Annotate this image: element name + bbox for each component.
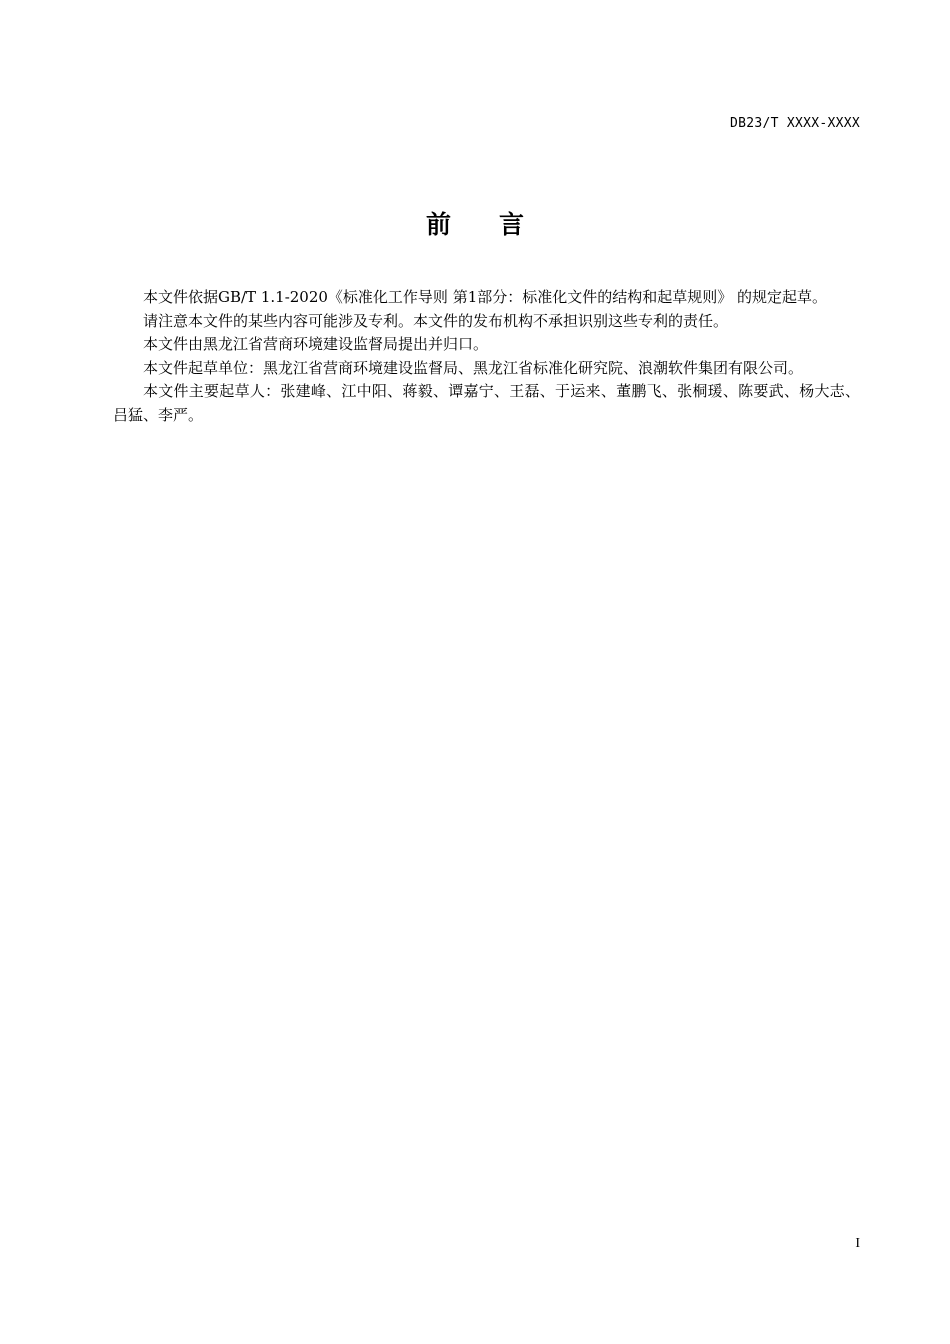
preface-body — [113, 286, 860, 427]
document-code: DB23/T XXXX-XXXX — [729, 116, 860, 131]
paragraph-basis: 本文件依据GB/T 1.1-2020《标准化工作导则 第1部分：标准化文件的结构和起草规则》 的规定起草。 — [143, 288, 828, 306]
paragraph-proposer: 本文件由黑龙江省营商环境建设监督局提出并归口。 — [143, 335, 489, 353]
paragraph-patent-notice: 请注意本文件的某些内容可能涉及专利。本文件的发布机构不承担识别这些专利的责任。 — [143, 311, 729, 330]
paragraph-drafting-units: 本文件起草单位：黑龙江省营商环境建设监督局、黑龙江省标准化研究院、浪潮软件集团有限公司。 — [143, 358, 804, 377]
page-title: 前言 — [425, 210, 572, 239]
page-number: I — [855, 1236, 860, 1251]
paragraph-drafters: 本文件主要起草人：张建峰、江中阳、蒋毅、谭嘉宁、王磊、于运来、董鹏飞、张桐瑗、陈要武、杨大志、吕猛、李严。 — [113, 382, 860, 424]
